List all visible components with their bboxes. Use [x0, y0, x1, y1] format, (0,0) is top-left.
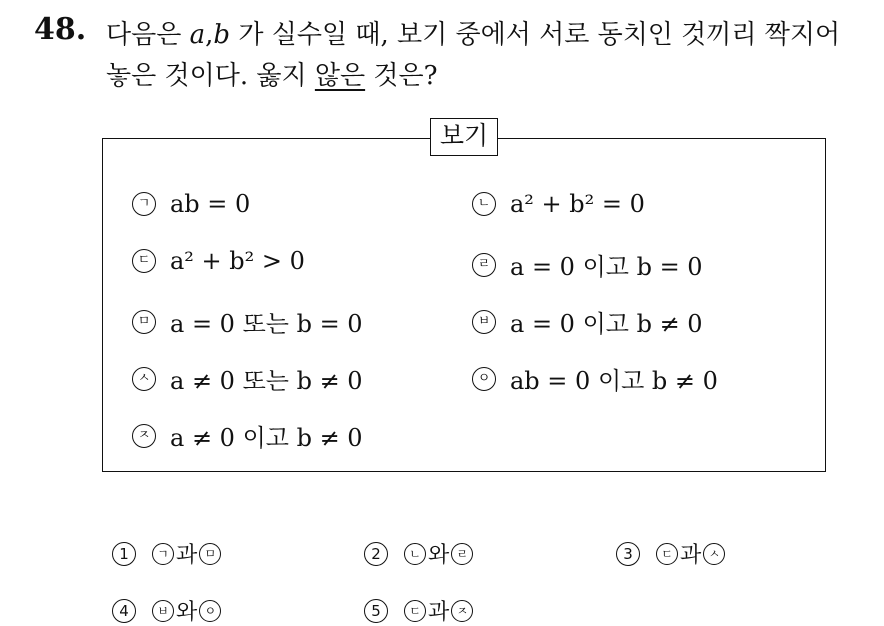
bogi-item-9	[132, 418, 363, 453]
circle-marker-rieul: ㄹ	[472, 253, 496, 277]
circle-marker-giyeok: ㄱ	[132, 192, 156, 216]
circle-marker-siot: ㅅ	[132, 367, 156, 391]
bogi-item-expr: ab = 0	[170, 190, 251, 218]
comma: ,	[205, 20, 214, 50]
choice-first-marker: ㅂ	[152, 600, 174, 622]
bogi-title: 보기	[430, 118, 498, 156]
choice-first-marker: ㄷ	[404, 600, 426, 622]
choice-number: 5	[364, 599, 388, 623]
bogi-item-expr: a = 0 이고 b ≠ 0	[510, 310, 703, 338]
underlined-negation: 않은	[314, 61, 366, 91]
question-text-prefix: 다음은	[106, 20, 182, 50]
bogi-item-expr: a = 0 또는 b = 0	[170, 310, 363, 338]
choice-second-marker: ㅅ	[703, 543, 725, 565]
variable-a: a	[189, 20, 206, 50]
bogi-item-7	[132, 361, 363, 396]
circle-marker-digeut: ㄷ	[132, 249, 156, 273]
question-text-line-1	[106, 14, 840, 51]
circle-marker-nieun: ㄴ	[472, 192, 496, 216]
bogi-item-expr: a² + b² > 0	[170, 247, 305, 275]
choice-second-marker: ㅇ	[199, 600, 221, 622]
bogi-item-2	[472, 190, 645, 218]
choice-5[interactable]	[364, 595, 473, 626]
circle-marker-bieup: ㅂ	[472, 310, 496, 334]
bogi-item-expr: a² + b² = 0	[510, 190, 645, 218]
bogi-item-8	[472, 361, 718, 396]
question-number: 48.	[34, 12, 87, 47]
choice-number: 1	[112, 542, 136, 566]
choice-joint: 과	[680, 543, 702, 568]
question-text-line-2	[106, 55, 438, 92]
bogi-item-expr: a ≠ 0 이고 b ≠ 0	[170, 424, 363, 452]
question-text-line2-suffix: 것은?	[373, 61, 438, 91]
choice-number: 2	[364, 542, 388, 566]
choice-3[interactable]	[616, 538, 725, 569]
choice-number: 4	[112, 599, 136, 623]
choice-joint: 과	[176, 543, 198, 568]
choice-second-marker: ㅁ	[199, 543, 221, 565]
choice-first-marker: ㄴ	[404, 543, 426, 565]
bogi-item-expr: a = 0 이고 b = 0	[510, 253, 703, 281]
choice-4[interactable]	[112, 595, 221, 626]
choice-first-marker: ㄷ	[656, 543, 678, 565]
circle-marker-ieung: ㅇ	[472, 367, 496, 391]
choice-2[interactable]	[364, 538, 473, 569]
bogi-item-expr: ab = 0 이고 b ≠ 0	[510, 367, 718, 395]
bogi-item-4	[472, 247, 703, 282]
choice-joint: 와	[428, 543, 450, 568]
choice-second-marker: ㅈ	[451, 600, 473, 622]
bogi-item-6	[472, 304, 703, 339]
bogi-item-1	[132, 190, 250, 218]
choice-1[interactable]	[112, 538, 221, 569]
choice-second-marker: ㄹ	[451, 543, 473, 565]
choice-joint: 과	[428, 600, 450, 625]
choice-joint: 와	[176, 600, 198, 625]
question-text-line2-prefix: 놓은 것이다. 옳지	[106, 61, 307, 91]
question-text-suffix: 가 실수일 때, 보기 중에서 서로 동치인 것끼리 짝지어	[238, 20, 841, 50]
choice-number: 3	[616, 542, 640, 566]
circle-marker-jieut: ㅈ	[132, 424, 156, 448]
bogi-item-3	[132, 247, 305, 275]
choice-first-marker: ㄱ	[152, 543, 174, 565]
variable-b: b	[213, 20, 231, 50]
bogi-item-expr: a ≠ 0 또는 b ≠ 0	[170, 367, 363, 395]
circle-marker-mieum: ㅁ	[132, 310, 156, 334]
bogi-item-5	[132, 304, 363, 339]
